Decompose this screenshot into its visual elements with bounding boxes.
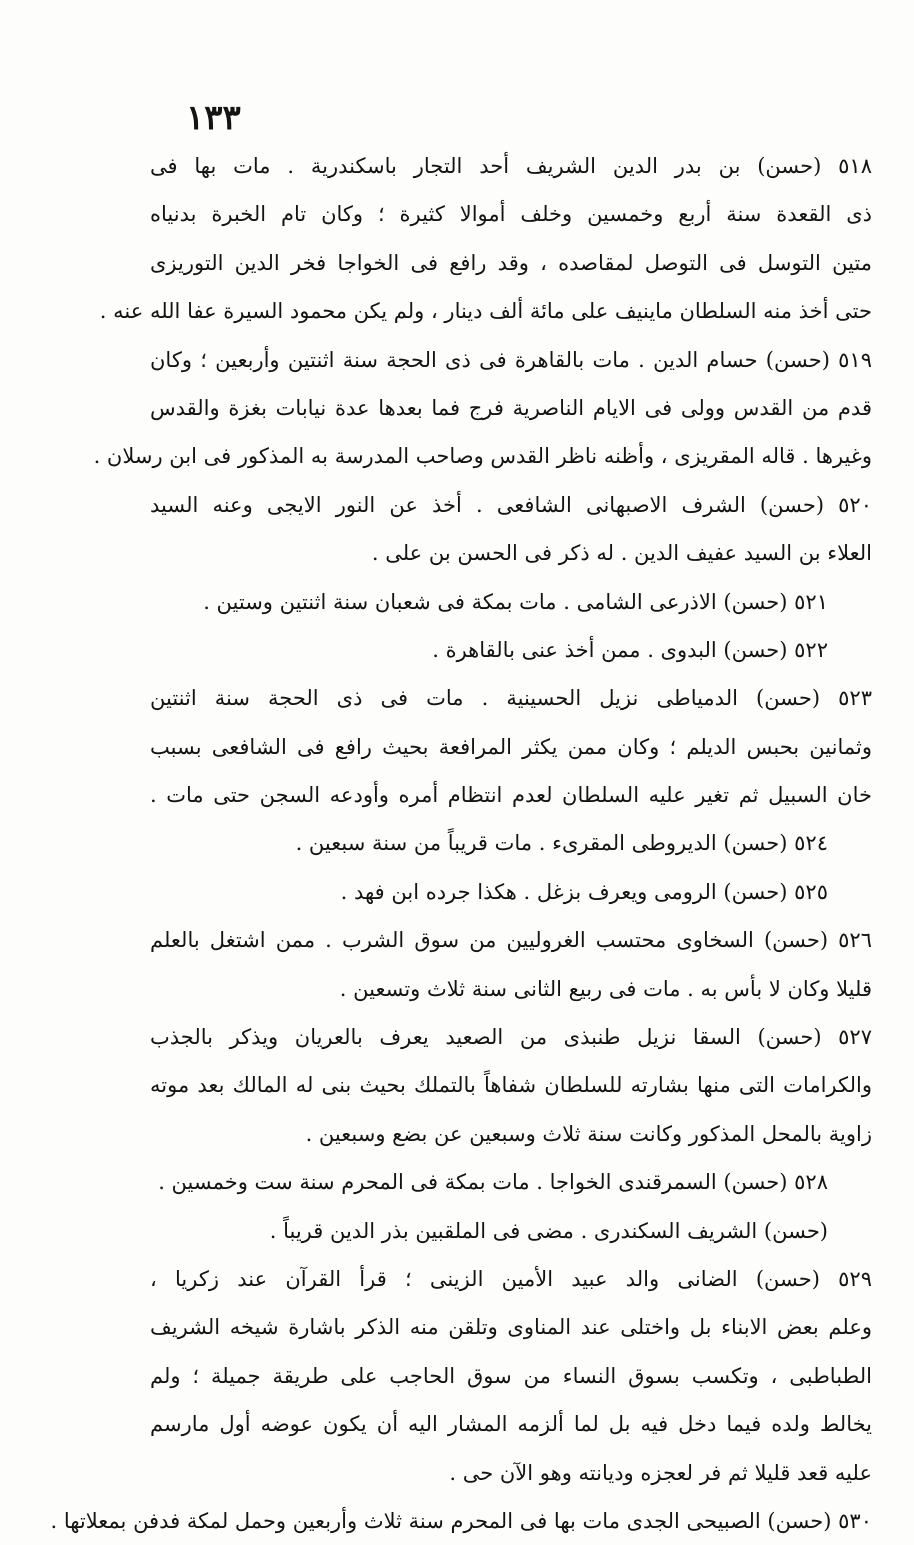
text-line: ٥٢٥ (حسن) الرومى ويعرف بزغل . هكذا جرده ابن فهد . — [340, 879, 828, 904]
text-line: عليه قعد قليلا ثم فر لعجزه وديانته وهو الآن حى . — [449, 1460, 872, 1485]
text-line: ٥٢٣ (حسن) الدمياطى نزيل الحسينية . مات فى ذى الحجة سنة اثنتين — [150, 686, 872, 711]
text-line: ٥٢٧ (حسن) السقا نزيل طنبذى من الصعيد يعرف بالعريان ويذكر بالجذب — [150, 1025, 872, 1050]
page-body — [50, 142, 872, 1545]
text-line: ٥٢٢ (حسن) البدوى . ممن أخذ عنى بالقاهرة . — [432, 637, 828, 662]
text-line: ٥١٩ (حسن) حسام الدين . مات بالقاهرة فى ذى الحجة سنة اثنتين وأربعين ؛ وكان — [150, 347, 872, 372]
text-line: (حسن) الشريف السكندرى . مضى فى الملقبين بذر الدين قريباً . — [269, 1218, 828, 1243]
text-line: ٥٢٦ (حسن) السخاوى محتسب الغروليين من سوق الشرب . ممن اشتغل بالعلم — [150, 928, 872, 953]
text-line: وعلم بعض الابناء بل واختلى عند المناوى وتلقن منه الذكر باشارة شيخه الشريف — [150, 1315, 872, 1340]
text-line: ٥٢٤ (حسن) الديروطى المقرىء . مات قريباً من سنة سبعين . — [295, 831, 828, 856]
text-line: العلاء بن السيد عفيف الدين . له ذكر فى الحسن بن على . — [371, 541, 872, 566]
text-line: متين التوسل فى التوصل لمقاصده ، وقد رافع فى الخواجا فخر الدين التوريزى — [150, 250, 872, 275]
text-line: ٥٢٠ (حسن) الشرف الاصبهانى الشافعى . أخذ عن النور الايجى وعنه السيد — [150, 492, 872, 517]
text-line: ٥٢١ (حسن) الاذرعى الشامى . مات بمكة فى شعبان سنة اثنتين وستين . — [203, 589, 828, 614]
text-line: ذى القعدة سنة أربع وخمسين وخلف أموالا كثيرة ؛ وكان تام الخبرة بدنياه — [150, 202, 872, 227]
page-number: ١٣٣ — [186, 98, 241, 138]
text-line: حتى أخذ منه السلطان ماينيف على مائة ألف دينار ، ولم يكن محمود السيرة عفا الله عنه . — [99, 299, 872, 324]
text-line: والكرامات التى منها بشارته للسلطان شفاهاً بالتملك بحيث بنى له المالك بعد موته — [150, 1073, 872, 1098]
text-line: قليلا وكان لا بأس به . مات فى ربيع الثانى سنة ثلاث وتسعين . — [339, 976, 872, 1001]
text-line: وثمانين بحبس الديلم ؛ وكان ممن يكثر المرافعة بحيث رافع فى الشافعى بسبب — [150, 734, 872, 759]
text-line: ٥٣٠ (حسن) الصبيحى الجدى مات بها فى المحرم سنة ثلاث وأربعين وحمل لمكة فدفن بمعلاتها . — [50, 1508, 872, 1533]
text-line: قدم من القدس وولى فى الايام الناصرية فرج فما بعدها عدة نيابات بغزة والقدس — [150, 395, 872, 420]
text-line: زاوية بالمحل المذكور وكانت سنة ثلاث وسبعين عن بضع وسبعين . — [305, 1121, 872, 1146]
text-line: ٥١٨ (حسن) بن بدر الدين الشريف أحد التجار باسكندرية . مات بها فى — [150, 154, 872, 178]
text-line: يخالط ولده فيما دخل فيه بل لما ألزمه المشار اليه أن يكون عوضه أول مارسم — [150, 1412, 872, 1437]
text-line: ٥٢٩ (حسن) الضانى والد عبيد الأمين الزينى ؛ قرأ القرآن عند زكريا ، — [150, 1266, 872, 1291]
text-line: وغيرها . قاله المقريزى ، وأظنه ناظر القدس وصاحب المدرسة به المذكور فى ابن رسلان . — [93, 444, 872, 469]
text-line: الطباطبى ، وتكسب بسوق النساء من سوق الحاجب على طريقة جميلة ؛ ولم — [150, 1363, 872, 1388]
text-line: ٥٢٨ (حسن) السمرقندى الخواجا . مات بمكة فى المحرم سنة ست وخمسين . — [158, 1170, 828, 1195]
text-line: خان السبيل ثم تغير عليه السلطان لعدم انتظام أمره وأودعه السجن حتى مات . — [150, 783, 872, 808]
